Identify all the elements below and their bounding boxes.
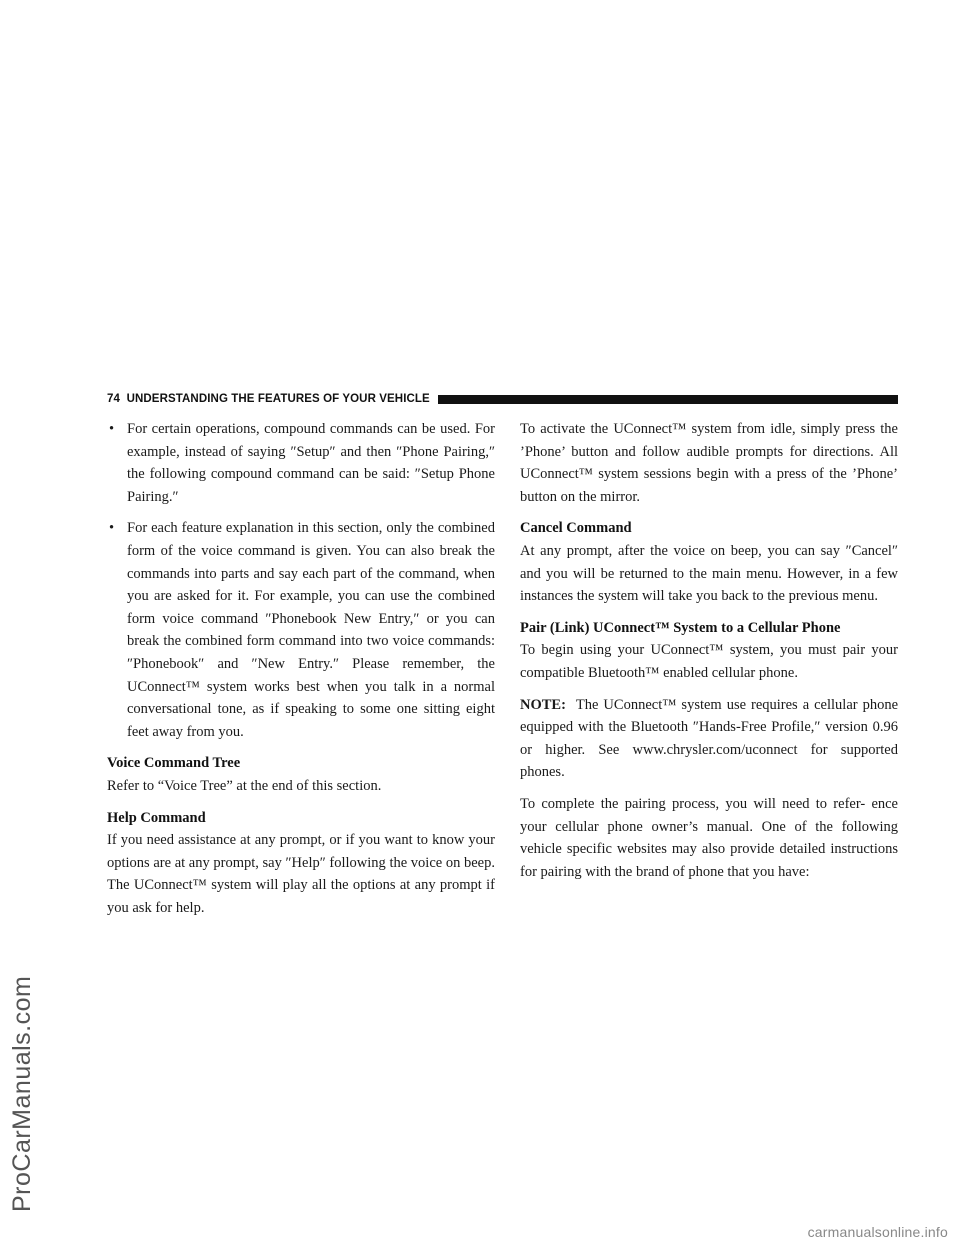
bullet-icon: •: [109, 421, 115, 437]
complete-text: To complete the pairing process, you will need to refer- ence your cellular phone owner’s manual. One of the following vehicle specific websites may also provide detailed instructions for pairing with the brand of phone that you have:: [520, 795, 898, 880]
bullet-item: [107, 517, 495, 743]
note-paragraph: [520, 694, 898, 784]
help-text: If you need assistance at any prompt, or if you want to know your options are at any prompt, say ″Help″ following the voice on beep. The UConnect™ system will play all the options at any prompt if you ask for help.: [107, 832, 495, 916]
left-column: [107, 418, 495, 928]
note-label: NOTE:: [520, 696, 566, 713]
page-number: 74: [107, 393, 120, 405]
bullet-icon: •: [109, 520, 115, 537]
voice-tree-heading: Voice Command Tree: [107, 755, 241, 772]
cancel-heading: Cancel Command: [520, 520, 632, 537]
bullet-text: For each feature explanation in this section, only the combined form of the voice command is given. You can also break the commands into parts and say each part of the command, when you are asked for it. For example, you can use the combined form voice command ″Phonebook New Entry,″ or you can break the combined form command into two voice commands: ″Phonebook″ and ″New Entry.″ Please remember, the UConnect™ system works best when you talk in a normal conversational tone, as if speaking to some one sitting eight feet away from you.: [127, 520, 495, 740]
right-column: [520, 418, 898, 892]
bullet-text: For certain operations, compound commands can be used. For example, instead of saying ″Setup″ and then ″Phone Pairing,″ the following compound command can be said: ″Setup Phone Pairing.″: [127, 421, 495, 505]
pair-heading: Pair (Link) UConnect™ System to a Cellular Phone: [520, 619, 841, 636]
side-watermark: ProCarManuals.com: [8, 975, 36, 1212]
cancel-text: At any prompt, after the voice on beep, you can say ″Cancel″ and you will be returned to the main menu. However, in a few instances the system will take you back to the previous menu.: [520, 542, 898, 605]
header-rule: [438, 395, 898, 404]
help-heading: Help Command: [107, 809, 206, 826]
bullet-item: [107, 418, 495, 508]
activate-text: To activate the UConnect™ system from idle, simply press the ’Phone’ button and follow audible prompts for directions. All UConnect™ system sessions begin with a press of the ’Phone’ button on the mirror.: [520, 421, 898, 505]
note-text: The UConnect™ system use requires a cellular phone equipped with the Bluetooth ″Hands-Free Profile,″ version 0.96 or higher. See www.chrysler.com/uconnect for supported phones.: [520, 696, 899, 781]
voice-tree-text: Refer to “Voice Tree” at the end of this section.: [107, 777, 382, 794]
section-title: UNDERSTANDING THE FEATURES OF YOUR VEHICLE: [126, 393, 430, 405]
header-text: [107, 393, 430, 405]
footer-watermark: carmanualsonline.info: [807, 1224, 948, 1240]
page-header: [107, 392, 898, 406]
pair-text: To begin using your UConnect™ system, you must pair your compatible Bluetooth™ enabled cellular phone.: [520, 642, 898, 681]
